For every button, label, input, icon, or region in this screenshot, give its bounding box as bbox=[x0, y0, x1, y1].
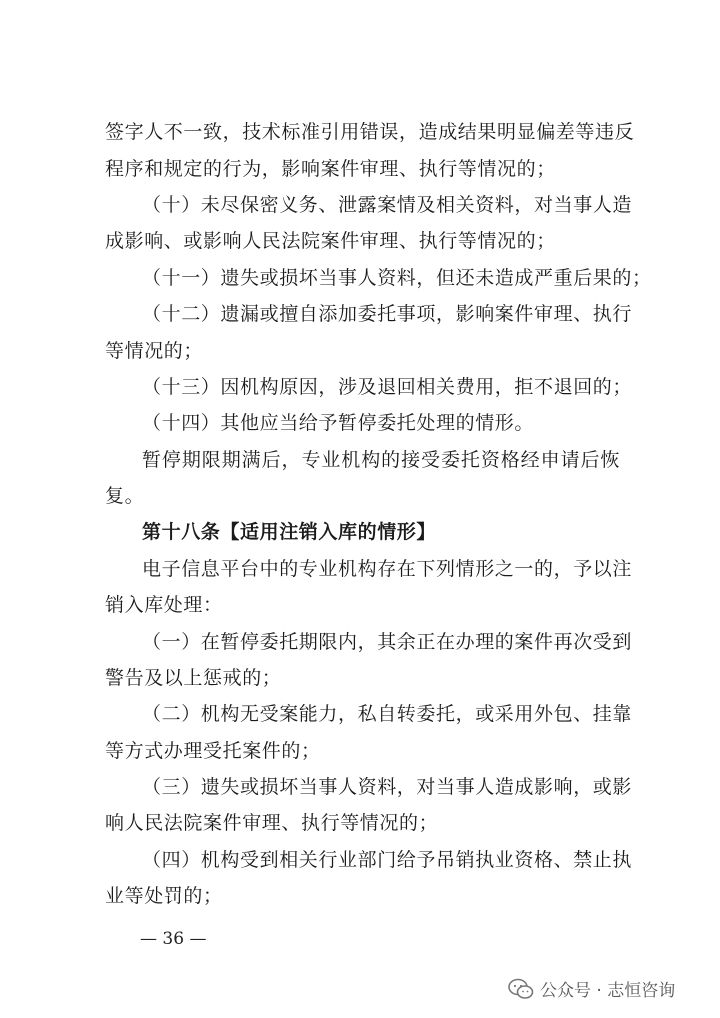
body-line: （十四）其他应当给予暂停委托处理的情形。 bbox=[142, 412, 535, 434]
body-line: （十二）遗漏或擅自添加委托事项，影响案件审理、执行 bbox=[142, 303, 633, 325]
body-line: 等方式办理受托案件的； bbox=[105, 740, 321, 762]
body-line: （一）在暂停委托期限内，其余正在办理的案件再次受到 bbox=[142, 631, 633, 653]
body-line: （四）机构受到相关行业部门给予吊销执业资格、禁止执 bbox=[142, 849, 633, 871]
body-line: 成影响、或影响人民法院案件审理、执行等情况的； bbox=[105, 230, 556, 252]
body-line: 等情况的； bbox=[105, 340, 204, 362]
body-line: 销入库处理： bbox=[105, 594, 223, 616]
body-line: 电子信息平台中的专业机构存在下列情形之一的，予以注 bbox=[142, 558, 633, 580]
body-line: 响人民法院案件审理、执行等情况的； bbox=[105, 812, 439, 834]
page-number: — 36 — bbox=[140, 929, 207, 949]
body-line: （十三）因机构原因，涉及退回相关费用，拒不退回的； bbox=[142, 376, 633, 398]
body-line: （十）未尽保密义务、泄露案情及相关资料，对当事人造 bbox=[142, 194, 633, 216]
body-line: 警告及以上惩戒的； bbox=[105, 667, 282, 689]
body-line: 复。 bbox=[105, 485, 145, 507]
body-line: （二）机构无受案能力，私自转委托，或采用外包、挂靠 bbox=[142, 703, 633, 725]
section-heading: 第十八条【适用注销入库的情形】 bbox=[142, 521, 437, 543]
body-line: 签字人不一致，技术标准引用错误，造成结果明显偏差等违反 bbox=[105, 121, 635, 143]
body-line: （三）遗失或损坏当事人资料，对当事人造成影响，或影 bbox=[142, 776, 633, 798]
watermark bbox=[508, 976, 675, 1001]
body-line: （十一）遗失或损坏当事人资料，但还未造成严重后果的； bbox=[142, 267, 652, 289]
wechat-icon bbox=[508, 978, 534, 1000]
body-line: 业等处罚的； bbox=[105, 885, 223, 907]
body-line: 暂停期限期满后，专业机构的接受委托资格经申请后恢 bbox=[142, 449, 620, 471]
body-line: 程序和规定的行为，影响案件审理、执行等情况的； bbox=[105, 158, 556, 180]
watermark-text: 公众号 · 志恒咨询 bbox=[540, 981, 676, 1001]
